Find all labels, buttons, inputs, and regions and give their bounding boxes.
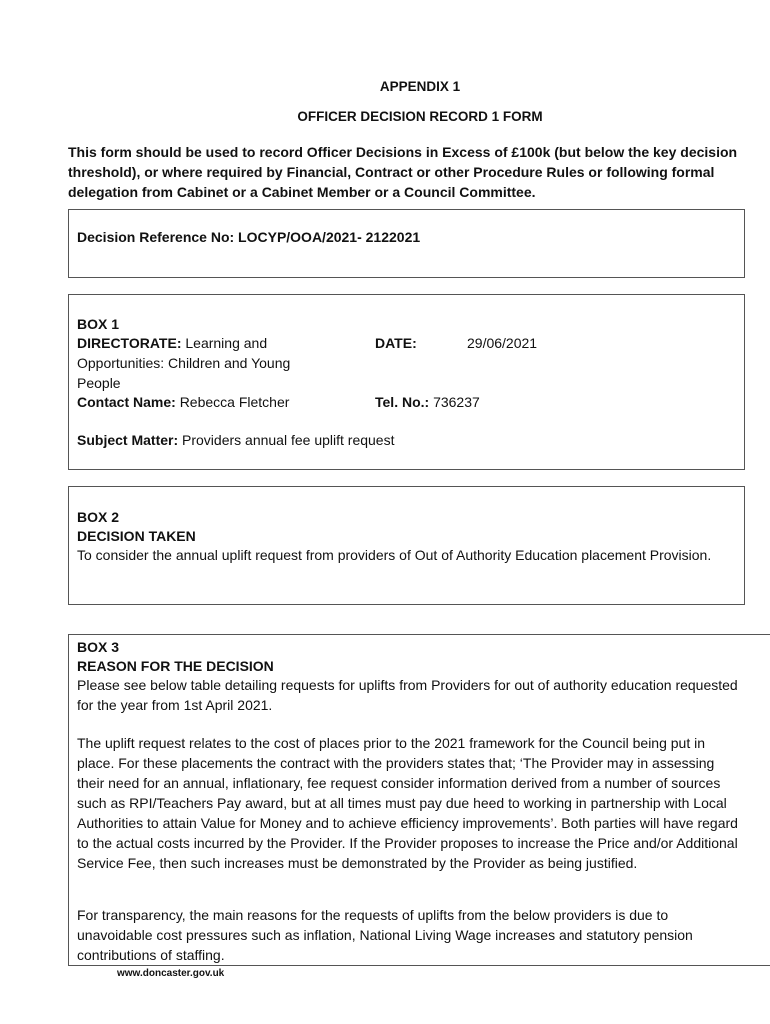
contact-name-label: Contact Name:: [77, 394, 176, 410]
contact-name-row: [77, 392, 289, 412]
decision-reference: Decision Reference No: LOCYP/OOA/2021- 2122021: [77, 229, 421, 245]
footer-url: www.doncaster.gov.uk: [117, 968, 225, 979]
tel-row: [375, 392, 480, 412]
tel-label: Tel. No.:: [375, 394, 430, 410]
decision-taken-text: To consider the annual uplift request from providers of Out of Authority Education placement Provision.: [77, 547, 712, 563]
box2-title: BOX 2: [77, 509, 120, 525]
subject-label: Subject Matter:: [77, 432, 179, 448]
reason-paragraph-3: For transparency, the main reasons for the requests of uplifts from the below providers is due to unavoidable cost pressures such as inflation, National Living Wage increases and statutory pension contributions of staffing.: [77, 907, 693, 963]
box-2: [68, 486, 745, 605]
box1-title: BOX 1: [77, 316, 120, 332]
appendix-heading: APPENDIX 1: [379, 79, 461, 94]
directorate-label: DIRECTORATE:: [77, 335, 182, 351]
directorate-value-line1: Learning and: [185, 335, 268, 351]
subject-row: [77, 430, 394, 450]
reason-paragraph-1: Please see below table detailing requests for uplifts from Providers for out of authority education requested for the year from 1st April 2021.: [77, 677, 738, 713]
date-label: DATE:: [375, 335, 417, 351]
box-1: [68, 294, 745, 470]
tel-value: 736237: [433, 394, 480, 410]
directorate-value-line2: Opportunities: Children and Young: [77, 355, 291, 371]
directorate-value-line3: People: [77, 375, 121, 391]
decision-taken-heading: DECISION TAKEN: [77, 528, 196, 544]
date-value: 29/06/2021: [467, 335, 538, 351]
contact-name-value: Rebecca Fletcher: [179, 394, 290, 410]
reason-heading: REASON FOR THE DECISION: [77, 658, 274, 674]
box-3: [68, 634, 770, 966]
subject-value: Providers annual fee uplift request: [182, 432, 395, 448]
intro-text: This form should be used to record Officer Decisions in Excess of £100k (but below the key decision threshold), or where required by Financial, Contract or other Procedure Rules or following formal delegation from Cabinet or a Cabinet Member or a Council Committee.: [68, 144, 738, 200]
decision-reference-box: [68, 209, 745, 278]
reason-paragraph-2: The uplift request relates to the cost of places prior to the 2021 framework for the Council being put in place. For these placements the contract with the providers states that; ‘The Provider may in assessing their need for an annual, inflationary, fee request consider information derived from a number of sources such as RPI/Teachers Pay award, but at all times must pay due heed to working in partnership with Local Authorities to attain Value for Money and to achieve efficiency improvements’. Both parties will have regard to the actual costs incurred by the Provider. If the Provider proposes to increase the Price and/or Additional Service Fee, then such increases must be demonstrated by the Provider as being justified.: [77, 735, 738, 871]
form-title: OFFICER DECISION RECORD 1 FORM: [297, 109, 543, 124]
directorate-block: [77, 333, 347, 393]
box3-title: BOX 3: [77, 639, 120, 655]
